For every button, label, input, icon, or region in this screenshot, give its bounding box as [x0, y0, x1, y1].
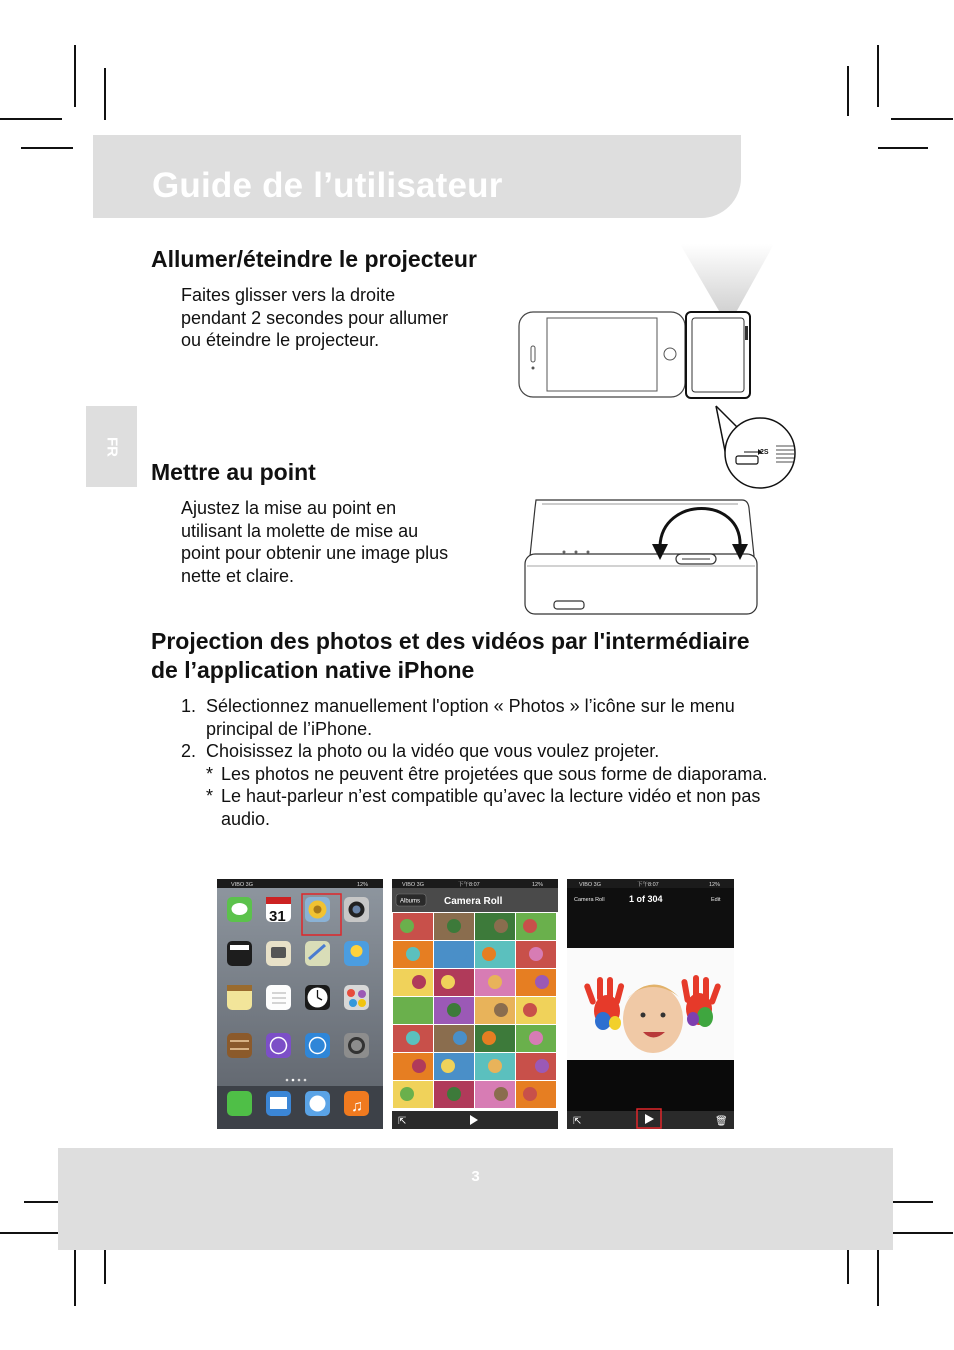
photo-thumbnail-detail: [529, 947, 543, 961]
list-item: [181, 695, 801, 740]
reminders-icon[interactable]: [266, 985, 291, 1010]
status-carrier: VIBO 3G: [231, 882, 254, 888]
projection-beam: [680, 244, 774, 316]
photo-thumbnail-detail: [494, 1003, 508, 1017]
section-body-power: Faites glisser vers la droite pendant 2 secondes pour allumer ou éteindre le projecteur.: [181, 285, 449, 350]
phone-projector-illustration: [510, 240, 810, 500]
notes-icon[interactable]: [227, 985, 252, 1010]
section-title-projection-2: de l’application native iPhone: [151, 657, 475, 683]
camera-roll-back-button[interactable]: Camera Roll: [574, 897, 605, 903]
itunes-icon[interactable]: [266, 1033, 291, 1058]
status-carrier: VIBO 3G: [579, 882, 602, 888]
photo-thumbnail-detail: [441, 1059, 455, 1073]
photo-thumbnail-detail: [535, 975, 549, 989]
iphone-screen: [547, 318, 657, 391]
list-text: Sélectionnez manuellement l'option « Photos » l’icône sur le menu principal de l’iPhone.: [206, 696, 735, 739]
note-text: Le haut-parleur n’est compatible qu’avec la lecture vidéo et non pas audio.: [221, 786, 761, 829]
section-title-focus: Mettre au point: [151, 459, 316, 485]
photo-thumbnail-detail: [482, 1031, 496, 1045]
camera-icon[interactable]: [344, 897, 369, 922]
crop-mark: [0, 1232, 62, 1234]
edit-button[interactable]: Edit: [711, 897, 721, 903]
nav-title: 1 of 304: [629, 894, 663, 904]
photo-viewer-screenshot: [567, 879, 734, 1129]
youtube-icon[interactable]: [266, 941, 291, 966]
note-mark: *: [206, 786, 214, 806]
photo-thumbnail-detail: [412, 1059, 426, 1073]
list-number: 1.: [181, 696, 197, 716]
page-title: Guide de l’utilisateur: [152, 166, 503, 205]
camera-roll-screenshot: [392, 879, 558, 1129]
albums-back-button[interactable]: [396, 894, 426, 906]
crop-mark: [891, 1232, 953, 1234]
clock-icon[interactable]: [305, 985, 330, 1010]
section-title-projection-1: Projection des photos et des vidéos par l'intermédiaire: [151, 628, 750, 654]
photo-thumbnail-detail: [406, 947, 420, 961]
photo-thumbnail-detail: [488, 1059, 502, 1073]
game-center-icon[interactable]: [344, 985, 369, 1010]
photo-thumbnail-detail: [400, 919, 414, 933]
status-time: 下午8:07: [458, 882, 480, 888]
safari-icon[interactable]: [305, 1091, 330, 1116]
mail-icon[interactable]: [266, 1091, 291, 1116]
usb-port: [554, 601, 584, 609]
photo-thumbnail-detail: [400, 1087, 414, 1101]
note-item: [206, 785, 801, 830]
photo-thumbnail-detail: [441, 975, 455, 989]
photo-thumbnail-detail: [482, 947, 496, 961]
viewer-photo: [567, 948, 734, 1060]
crop-mark: [74, 1246, 76, 1306]
crop-mark: [877, 45, 879, 107]
instruction-list: [181, 695, 801, 830]
switch-label: 2S: [760, 449, 769, 456]
svg-text:Albums: Albums: [400, 898, 421, 905]
photo-thumbnail-detail: [453, 1031, 467, 1045]
page-number: 3: [471, 1168, 480, 1185]
svg-text:♫: ♫: [351, 1098, 363, 1115]
list-number: 2.: [181, 741, 197, 761]
iphone-home-screenshot: [217, 879, 383, 1129]
photo-thumbnail-detail: [523, 919, 537, 933]
status-battery: 12%: [709, 882, 721, 888]
calendar-day: 31: [269, 908, 286, 925]
share-icon[interactable]: ⇱: [398, 1116, 407, 1127]
note-text: Les photos ne peuvent être projetées que sous forme de diaporama.: [221, 763, 768, 784]
crop-mark: [847, 66, 849, 116]
photo-thumbnail-detail: [494, 919, 508, 933]
photo-thumbnail-detail: [447, 1003, 461, 1017]
note-item: [206, 763, 801, 786]
list-text: Choisissez la photo ou la vidéo que vous voulez projeter.: [206, 741, 660, 761]
crop-mark: [0, 118, 62, 120]
language-tab-label: FR: [103, 436, 120, 457]
crop-mark: [21, 147, 73, 149]
photo-thumbnail-detail: [406, 1031, 420, 1045]
music-icon[interactable]: [344, 1091, 369, 1116]
phone-icon[interactable]: [227, 1091, 252, 1116]
photo-thumbnail-detail: [412, 975, 426, 989]
photos-icon[interactable]: [305, 897, 330, 922]
photo-thumbnail-detail: [529, 1031, 543, 1045]
list-item: [181, 740, 801, 763]
photo-thumbnail-detail: [535, 1059, 549, 1073]
crop-mark: [891, 118, 953, 120]
status-battery: 12%: [357, 882, 369, 888]
note-mark: *: [206, 763, 214, 784]
photo-thumbnail-detail: [488, 975, 502, 989]
share-icon[interactable]: ⇱: [573, 1116, 582, 1127]
calendar-icon[interactable]: [266, 897, 291, 925]
photo-thumbnail-detail: [400, 1003, 414, 1017]
photo-thumbnail-detail: [523, 1087, 537, 1101]
crop-mark: [877, 1246, 879, 1306]
photo-thumbnail-detail: [447, 919, 461, 933]
section-title-power: Allumer/éteindre le projecteur: [151, 246, 477, 272]
photo-thumbnail-detail: [523, 1003, 537, 1017]
crop-mark: [878, 147, 928, 149]
app-store-icon[interactable]: [305, 1033, 330, 1058]
status-carrier: VIBO 3G: [402, 882, 425, 888]
focus-wheel-illustration: [522, 496, 762, 618]
photo-thumbnail-detail: [447, 1087, 461, 1101]
maps-icon[interactable]: [305, 941, 330, 966]
photo-thumbnail-detail: [494, 1087, 508, 1101]
status-time: 下午8:07: [637, 882, 659, 888]
photo-thumbnail-detail: [453, 947, 467, 961]
newsstand-icon[interactable]: [227, 1033, 252, 1058]
crop-mark: [104, 68, 106, 120]
status-battery: 12%: [532, 882, 544, 888]
videos-icon[interactable]: [227, 941, 252, 966]
projector-body: [686, 312, 750, 398]
nav-title: Camera Roll: [444, 896, 503, 907]
footer-band: [58, 1148, 893, 1250]
app-icon[interactable]: [227, 897, 252, 922]
weather-icon[interactable]: [344, 941, 369, 966]
section-body-focus: Ajustez la mise au point en utilisant la molette de mise au point pour obtenir une image plus nette et claire.: [181, 498, 449, 586]
language-tab: [86, 406, 137, 487]
settings-icon[interactable]: [344, 1033, 369, 1058]
trash-icon[interactable]: 🗑: [715, 1116, 728, 1127]
crop-mark: [74, 45, 76, 107]
